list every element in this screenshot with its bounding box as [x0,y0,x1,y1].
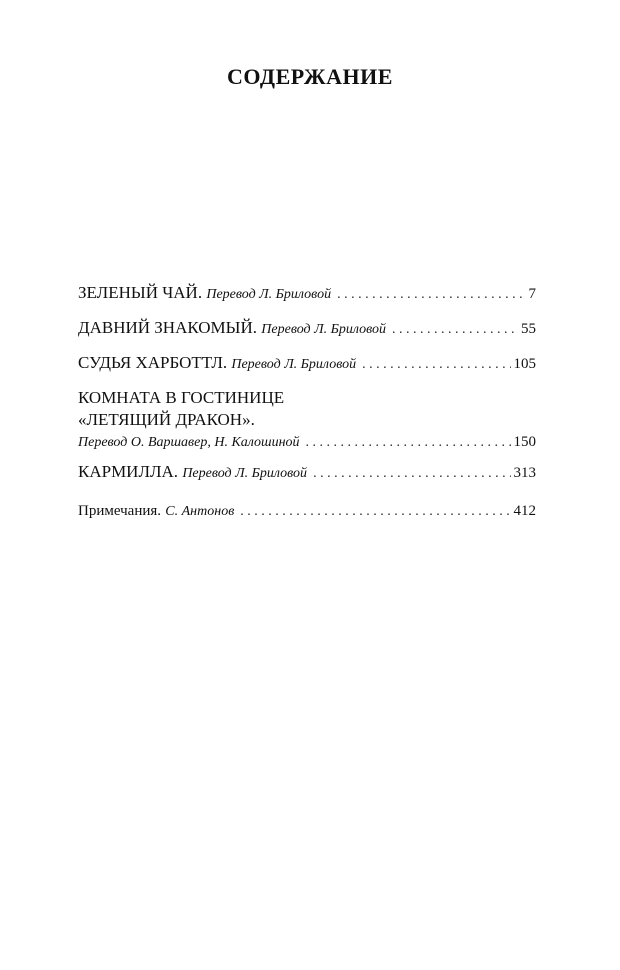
toc-entry-title: Примечания. [78,503,162,519]
toc-entry-page-number: 150 [513,434,536,450]
toc-entry-page-number: 55 [521,321,536,337]
toc-entry-title-line-1: КОМНАТА В ГОСТИНИЦЕ [78,388,285,407]
toc-entry-credit-line [78,431,536,454]
toc-entry-notes [78,499,536,523]
toc-entry-title-line-2: «ЛЕТЯЩИЙ ДРАКОН». [78,410,255,429]
toc-entry-translator: Перевод Л. Бриловой [182,466,308,481]
dot-leader [240,501,510,523]
toc-entry-page-number: 412 [513,503,536,519]
dot-leader [362,354,510,376]
toc-entry-green-tea [78,282,536,306]
table-of-contents [78,282,536,523]
dot-leader [313,463,510,485]
toc-entry-flying-dragon [78,387,536,454]
toc-entry-page-number: 105 [513,356,536,372]
toc-entry-title: КАРМИЛЛА. [78,462,179,481]
dot-leader [392,319,518,341]
toc-entry-page-number: 313 [513,465,536,481]
toc-entry-old-acquaintance [78,317,536,341]
toc-entry-translator: Перевод Л. Бриловой [231,357,357,372]
toc-entry-author: С. Антонов [165,504,235,519]
dot-leader [337,284,525,306]
toc-entry-translator: Перевод Л. Бриловой [206,287,332,302]
toc-entry-carmilla [78,461,536,485]
toc-entry-page-number: 7 [528,286,536,302]
page-title: СОДЕРЖАНИЕ [227,64,393,89]
toc-entry-title: ЗЕЛЕНЫЙ ЧАЙ. [78,283,203,302]
dot-leader [306,432,511,454]
toc-entry-translator: Перевод О. Варшавер, Н. Калошиной [78,435,300,450]
toc-entry-judge-harbottle [78,352,536,376]
toc-entry-title: СУДЬЯ ХАРБОТТЛ. [78,353,228,372]
toc-entry-translator: Перевод Л. Бриловой [261,322,387,337]
toc-entry-title: ДАВНИЙ ЗНАКОМЫЙ. [78,318,258,337]
